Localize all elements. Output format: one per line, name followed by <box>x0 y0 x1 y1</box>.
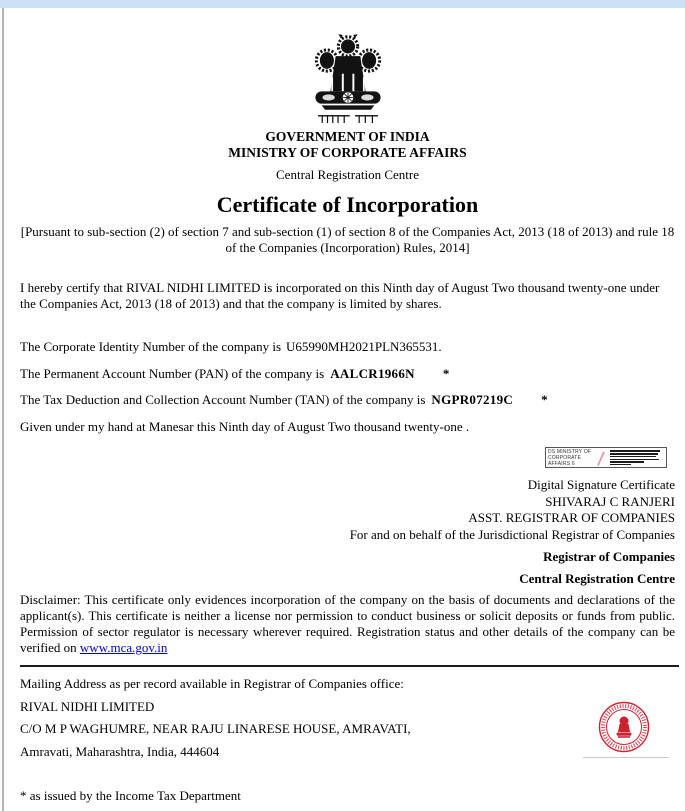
seal-underline <box>583 757 669 758</box>
government-of-india-heading: GOVERNMENT OF INDIA <box>265 129 430 144</box>
disclaimer-text: Disclaimer: This certificate only evidences incorporation of the company on the basis of documents and declarations of the applicant(s). This certificate is neither a license nor permission to conduct business or solicit deposits or funds from public. Permission of sector regulator is necessary wherever required. Registration status and other details of the company can be verified on <box>20 592 675 655</box>
central-registration-centre-line: Central Registration Centre <box>519 570 675 586</box>
pan-asterisk: * <box>442 366 450 381</box>
pan-tan-footnote: * as issued by the Income Tax Department <box>20 788 241 803</box>
certificate-page <box>4 8 685 804</box>
mailing-company-name: RIVAL NIDHI LIMITED <box>20 699 155 714</box>
registrar-of-companies-line: Registrar of Companies <box>543 549 675 564</box>
cin-value: U65990MH2021PLN365531 <box>286 339 439 354</box>
on-behalf-line: For and on behalf of the Jurisdictional Registrar of Companies <box>349 526 675 542</box>
given-under-hand-line: Given under my hand at Manesar this Ninth day of August Two thousand twenty-one . <box>20 419 470 434</box>
officer-designation: ASST. REGISTRAR OF COMPANIES <box>468 510 675 525</box>
dsc-stamp-text <box>546 449 604 467</box>
officer-name: SHIVARAJ C RANJERI <box>545 493 675 509</box>
cin-period: . <box>438 339 442 354</box>
mca-red-seal-icon <box>598 701 650 753</box>
tan-label: The Tax Deduction and Collection Account Number (TAN) of the company is <box>20 392 426 407</box>
certificate-title: Certificate of Incorporation <box>216 192 479 217</box>
pursuant-subtitle: [Pursuant to sub-section (2) of section 7 and sub-section (1) of section 8 of the Companies Act, 2013 (18 of 2013) and rule 18 of the Companies (Incorporation) Rules, 2014] <box>20 224 675 255</box>
dsc-stamp-line2: CORPORATE AFFAIRS 6 <box>548 454 582 467</box>
mailing-address-line2: Amravati, Maharashtra, India, 444604 <box>20 744 220 759</box>
certify-paragraph: I hereby certify that RIVAL NIDHI LIMITED is incorporated on this Ninth day of August Two thousand twenty-one under the Companies Act, 2013 (18 of 2013) and that the company is limited by shares. <box>20 280 660 311</box>
cin-line <box>20 339 675 355</box>
dsc-title-line: Digital Signature Certificate <box>527 477 675 492</box>
india-national-emblem-icon <box>304 33 392 129</box>
signature-block <box>20 477 675 587</box>
tan-line <box>20 392 675 408</box>
section-divider-line <box>20 665 679 667</box>
dsc-stamp-box <box>545 447 667 468</box>
window-top-strip <box>0 0 685 8</box>
dsc-stamp-line1: DS MINISTRY OF <box>548 448 592 455</box>
tan-value: NGPR07219C <box>431 392 514 407</box>
pan-label: The Permanent Account Number (PAN) of the company is <box>20 366 325 381</box>
pan-line <box>20 366 675 382</box>
mailing-address-line1: C/O M P WAGHUMRE, NEAR RAJU LINARESE HOUSE, AMRAVATI, <box>20 721 411 736</box>
disclaimer-paragraph <box>20 592 675 656</box>
dsc-stamp-detail-lines <box>604 448 666 466</box>
central-registration-centre-heading: Central Registration Centre <box>276 167 419 182</box>
pan-value: AALCR1966N <box>330 366 415 381</box>
cin-label: The Corporate Identity Number of the company is <box>20 339 282 354</box>
ministry-heading: MINISTRY OF CORPORATE AFFAIRS <box>228 145 467 160</box>
mca-website-link[interactable]: www.mca.gov.in <box>79 640 168 655</box>
digital-signature-stamp-row <box>20 447 675 468</box>
tan-asterisk: * <box>541 392 548 407</box>
mailing-address-heading: Mailing Address as per record available in Registrar of Companies office: <box>20 676 404 691</box>
